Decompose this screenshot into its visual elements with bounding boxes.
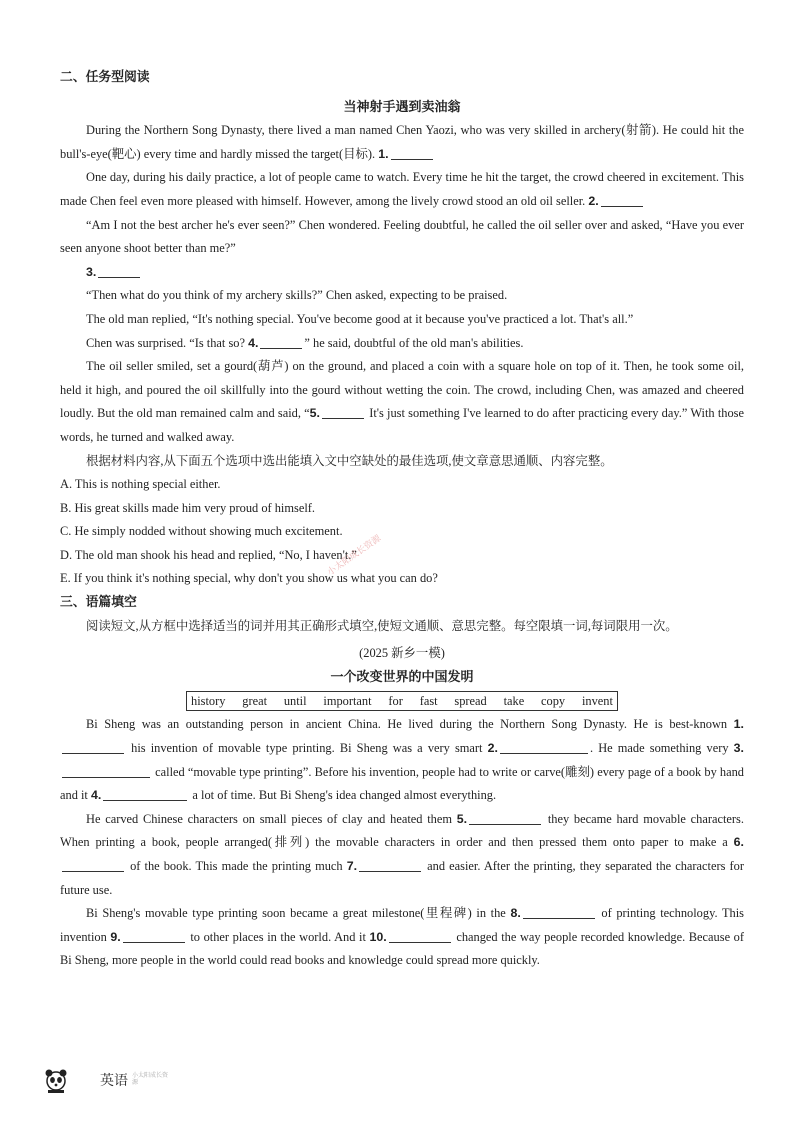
paragraph xyxy=(60,713,744,807)
watermark: 小太阳成长资源 xyxy=(325,532,383,578)
word-bank-item: take xyxy=(503,694,525,709)
answer-blank[interactable] xyxy=(523,904,595,919)
paragraph: The old man replied, “It's nothing special. You've become good at it because you've practiced a lot. That's all.” xyxy=(86,311,634,326)
word-bank-item: great xyxy=(242,694,268,709)
paragraph-text: called “movable type printing”. Before his invention, people had to write or carve(雕刻) every page of a book by hand and it xyxy=(60,764,744,803)
page-footer xyxy=(42,1066,172,1094)
instruction-text: 根据材料内容,从下面五个选项中选出能填入文中空缺处的最佳选项,使文章意思通顺、内容完整。 xyxy=(86,453,613,468)
option-e: E. If you think it's nothing special, why don't you show us what you can do? xyxy=(60,571,438,586)
blank-number: 7. xyxy=(346,859,358,873)
paragraph-text: The oil seller smiled, set a gourd(葫芦) on the ground, and placed a coin with a square hole on top of it. Then, he took some oil, held it high, and poured the oil skillfully into the gourd without wetting the coin. The crowd, including Chen, was amazed and cheered loudly. But the old man remained calm and said, “ xyxy=(60,359,744,421)
paragraph-text: During the Northern Song Dynasty, there lived a man named Chen Yaozi, who was very skilled in archery(射箭). He could hit the bull's-eye(靶心) every time and hardly missed the target(目标). xyxy=(60,123,744,161)
blank-number: 3. xyxy=(86,264,97,279)
word-bank-item: history xyxy=(191,694,226,709)
paragraph-text: to other places in the world. And it xyxy=(186,929,370,944)
answer-blank[interactable] xyxy=(260,334,302,349)
paragraph-text: of printing technology. This invention xyxy=(60,906,744,944)
section-heading-cloze: 三、语篇填空 xyxy=(60,595,137,611)
blank-number: 6. xyxy=(733,835,744,850)
blank-number: 4. xyxy=(90,788,102,803)
answer-blank[interactable] xyxy=(123,928,185,943)
blank-number: 2. xyxy=(487,741,498,756)
blank-number: 5. xyxy=(309,406,320,421)
paragraph xyxy=(60,902,744,973)
paragraph-text: It's just something I've learned to do after practicing every day.” With those words, he turned and walked away. xyxy=(60,406,744,444)
paragraph: “Am I not the best archer he's ever seen?” Chen wondered. Feeling doubtful, he called the oil seller over and asked, “Have you ever seen anyone shoot better than me?” xyxy=(60,217,744,256)
paragraph xyxy=(60,261,744,285)
answer-blank[interactable] xyxy=(322,404,364,419)
section-heading-task-reading: 二、任务型阅读 xyxy=(60,70,150,85)
word-bank-item: important xyxy=(323,694,372,709)
word-bank-item: until xyxy=(283,694,307,709)
blank-number: 10. xyxy=(369,929,387,944)
paragraph: “Then what do you think of my archery skills?” Chen asked, expecting to be praised. xyxy=(86,288,508,303)
blank-number: 9. xyxy=(110,929,121,944)
answer-blank[interactable] xyxy=(98,263,140,278)
answer-blank[interactable] xyxy=(389,928,451,943)
passage-title-archer: 当神射手遇到卖油翁 xyxy=(343,99,461,115)
blank-number: 3. xyxy=(733,741,744,756)
paragraph xyxy=(60,166,744,213)
blank-number: 4. xyxy=(248,335,259,350)
subject-label: 英语 xyxy=(100,1073,128,1089)
paragraph-text: Bi Sheng's movable type printing soon became a great milestone(里程碑) in the xyxy=(86,906,511,921)
answer-blank[interactable] xyxy=(601,192,643,207)
word-bank-item: spread xyxy=(454,694,487,709)
answer-blank[interactable] xyxy=(469,810,541,825)
paragraph-text: his invention of movable type printing. Bi Sheng was a very smart xyxy=(126,741,488,756)
answer-blank[interactable] xyxy=(500,739,588,754)
paragraph-text: of the book. This made the printing much xyxy=(126,859,347,873)
answer-blank[interactable] xyxy=(103,786,187,801)
answer-blank[interactable] xyxy=(62,763,150,778)
answer-blank[interactable] xyxy=(62,857,124,872)
paragraph xyxy=(60,332,744,356)
paragraph-text: they became hard movable characters. When printing a book, people arranged(排列) the movable characters in order and then pressed them onto paper to make a xyxy=(60,811,744,850)
answer-blank[interactable] xyxy=(391,145,433,160)
option-b: B. His great skills made him very proud of himself. xyxy=(60,500,316,515)
paragraph-text: changed the way people recorded knowledge. Because of Bi Sheng, more people in the world could read books and knowledge could spread more quickly. xyxy=(60,929,744,968)
option-c: C. He simply nodded without showing much excitement. xyxy=(60,524,343,539)
option-d: D. The old man shook his head and replied, “No, I haven't.” xyxy=(60,547,357,562)
blank-number: 8. xyxy=(510,906,521,921)
worksheet-page xyxy=(60,66,744,973)
word-bank xyxy=(186,691,618,711)
blank-number: 1. xyxy=(733,717,744,732)
word-bank-item: invent xyxy=(581,694,613,709)
paragraph-text: One day, during his daily practice, a lot of people came to watch. Every time he hit the target, the crowd cheered in excitement. This made Chen feel even more pleased with himself. However, among the lively crowd stood an old oil seller. xyxy=(60,170,744,208)
paragraph-text: ” he said, doubtful of the old man's abilities. xyxy=(304,335,524,350)
word-bank-item: fast xyxy=(419,694,438,709)
blank-number: 5. xyxy=(456,811,468,826)
paragraph-text: and easier. After the printing, they separated the characters for future use. xyxy=(60,859,744,897)
answer-blank[interactable] xyxy=(62,739,124,754)
paragraph xyxy=(60,355,744,449)
paragraph-text: Chen was surprised. “Is that so? xyxy=(86,335,249,350)
passage-title-invention: 一个改变世界的中国发明 xyxy=(330,669,474,685)
paragraph-text: . He made something very xyxy=(589,741,734,756)
instruction-text: 阅读短文,从方框中选择适当的词并用其正确形式填空,使短文通顺、意思完整。每空限填一词,每词限用一次。 xyxy=(86,618,678,633)
source-label: (2025 新乡一模) xyxy=(359,646,445,661)
paragraph xyxy=(60,808,744,902)
paragraph-text: a lot of time. But Bi Sheng's idea changed almost everything. xyxy=(189,788,497,803)
answer-blank[interactable] xyxy=(359,857,421,872)
blank-number: 2. xyxy=(588,193,599,208)
panda-logo-icon xyxy=(42,1066,70,1094)
word-bank-item: for xyxy=(388,694,403,709)
paragraph xyxy=(60,119,744,166)
blank-number: 1. xyxy=(378,146,389,161)
footer-note: 小太阳成长资源 xyxy=(132,1073,169,1086)
option-a: A. This is nothing special either. xyxy=(60,477,221,492)
word-bank-item: copy xyxy=(541,694,566,709)
paragraph-text: He carved Chinese characters on small pieces of clay and heated them xyxy=(86,811,457,826)
paragraph-text: Bi Sheng was an outstanding person in ancient China. He lived during the Northern Song Dynasty. He is best-known xyxy=(86,717,734,732)
